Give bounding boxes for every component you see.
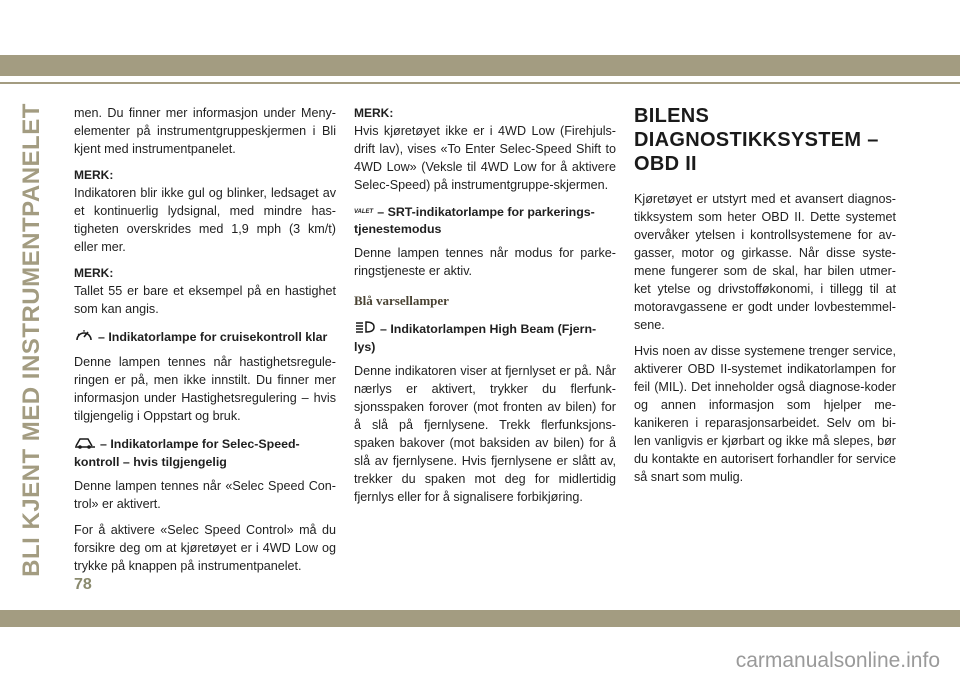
note-label: MERK: xyxy=(74,168,114,182)
blue-warning-lights-heading: Blå varsellamper xyxy=(354,293,449,309)
cruise-control-icon xyxy=(74,328,94,347)
note-label: MERK: xyxy=(354,106,394,120)
valet-mode-text: Denne lampen tennes når modus for parke-ringstjeneste er aktiv. xyxy=(354,246,616,279)
watermark: carmanualsonline.info xyxy=(735,649,940,672)
top-header-bar xyxy=(0,55,960,76)
selec-speed-heading xyxy=(74,435,336,471)
high-beam-heading-text: – Indikatorlampen High Beam (Fjern-lys) xyxy=(354,322,597,355)
valet-icon: VALET xyxy=(354,209,374,216)
high-beam-heading xyxy=(354,320,616,356)
obd-paragraph: Hvis noen av disse systemene trenger service, aktiverer OBD II-systemet indikatorlampen for feil (MIL). Det inneholder også diagnose-koder og annen informasjon som hjelper me-kanikeren i reparasjonsarbeidet. Selv om bi-len vanligvis er kjørbart og ikke må slepes, bør du kontakte en autorisert forhandler for service så snart som mulig. xyxy=(634,344,896,484)
cruise-control-heading-text: – Indikatorlampe for cruisekontroll klar xyxy=(98,329,328,344)
column-2 xyxy=(354,104,616,514)
cruise-control-text: Denne lampen tennes når hastighetsregule-ringen er på, men ikke innstilt. Du finner mer informasjon under Hastighetsregulering – hvis tilgjengelig i Oppstart og bruk. xyxy=(74,355,336,423)
section-title-line: BILENS xyxy=(634,105,710,127)
note-text: Indikatoren blir ikke gul og blinker, ledsaget av et kontinuerlig lydsignal, med mindre has-tigheten overskrides med 1,9 mph (3 km/t) eller mer. xyxy=(74,186,336,254)
section-title-line: OBD II xyxy=(634,153,697,175)
column-3 xyxy=(634,104,896,494)
obd-paragraph: Kjøretøyet er utstyrt med et avansert diagnos-tikksystem som heter OBD II. Dette systemet overvåker ytelsen i kontrollsystemene for av-gasser, motor og girkasse. Når disse syste-mene fungerer som de skal, har bilen utmer-ket ytelse og drivstofføkonomi, i tillegg til at motoravgassene er godt under lovbestemmel-sene. xyxy=(634,192,896,332)
valet-mode-heading-text: – SRT-indikatorlampe for parkerings-tjenestemodus xyxy=(354,205,595,237)
cruise-control-heading xyxy=(74,328,336,347)
high-beam-icon xyxy=(354,320,376,339)
column-1 xyxy=(74,104,336,583)
selec-speed-icon xyxy=(74,435,96,454)
bottom-footer-bar xyxy=(0,610,960,627)
top-divider-line xyxy=(0,82,960,84)
valet-mode-heading xyxy=(354,204,616,238)
note-label: MERK: xyxy=(74,266,114,280)
selec-speed-text: Denne lampen tennes når «Selec Speed Con-trol» er aktivert. xyxy=(74,479,336,511)
selec-speed-text: For å aktivere «Selec Speed Control» må du forsikre deg om at kjøretøyet er i 4WD Low og trykke på knappen på instrumentpanelet. xyxy=(74,523,336,573)
page-number: 78 xyxy=(74,576,92,593)
high-beam-text: Denne indikatoren viser at fjernlyset er på. Når nærlys er aktivert, trykker du flerfunk-sjonsspaken forover (mot fronten av bilen) for å slå på fjernlysene. Trekk flerfunksjons-spaken bakover (mot baksiden av bilen) for å slå av fjernlysene. Hvis fjernlysene er slått av, trekker du spaken mot deg for midlertidig fjernlys eller for å signalisere forbikjøring. xyxy=(354,364,616,505)
selec-speed-heading-text: – Indikatorlampe for Selec-Speed-kontroll – hvis tilgjengelig xyxy=(74,436,300,469)
section-title xyxy=(634,104,896,176)
note-text: Tallet 55 er bare et eksempel på en hastighet som kan angis. xyxy=(74,284,336,316)
note-text: Hvis kjøretøyet ikke er i 4WD Low (Firehjuls-drift lav), vises «To Enter Selec-Speed Shift to 4WD Low» (Veksle til 4WD Low for å aktivere Selec-Speed) på instrumentgruppe-skjermen. xyxy=(354,124,616,192)
section-title-line: DIAGNOSTIKKSYSTEM – xyxy=(634,129,879,151)
side-chapter-title-text: BLI KJENT MED INSTRUMENTPANELET xyxy=(18,103,45,577)
intro-paragraph: men. Du finner mer informasjon under Meny-elementer på instrumentgruppeskjermen i Bli kjent med instrumentpanelet. xyxy=(74,106,336,156)
